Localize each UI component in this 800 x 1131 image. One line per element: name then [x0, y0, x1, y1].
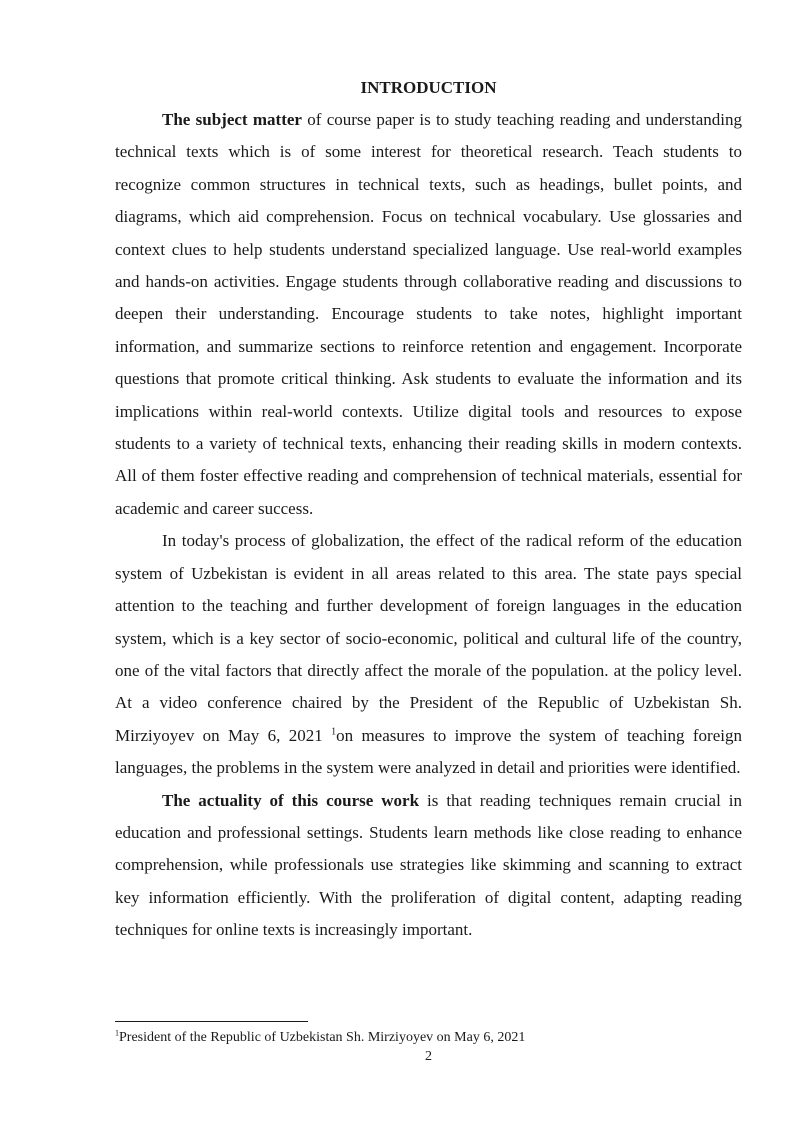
globalization-text-before: In today's process of globalization, the effect of the radical reform of the education system of Uzbekistan is evident in all areas related to this area. The state pays special attention to the teaching and further development of foreign languages in the education system, which is a key sector of socio-economic, political and cultural life of the country, one of the vital factors that directly affect the morale of the population. at the policy level. At a video conference chaired by the President of the Republic of Uzbekistan Sh. Mirziyoyev on May 6, 2021 [115, 531, 742, 745]
paragraph-actuality [115, 785, 742, 947]
document-page [115, 74, 742, 947]
globalization-text-after: on measures to improve the system of teaching foreign languages, the problems in the system were analyzed in detail and priorities were identified. [115, 725, 742, 778]
page-heading: INTRODUCTION [360, 78, 497, 97]
paragraph-globalization [115, 525, 742, 784]
footnote-mark: 1 [115, 1028, 119, 1038]
actuality-text: is that reading techniques remain crucial in education and professional settings. Students learn methods like close reading to enhance comprehension, while professionals use strategies like skimming and scanning to extract key information efficiently. With the proliferation of digital content, adapting reading techniques for online texts is increasingly important. [115, 790, 742, 940]
page-number: 2 [425, 1049, 432, 1064]
paragraph-subject-matter [115, 104, 742, 525]
footnote-text: President of the Republic of Uzbekistan Sh. Mirziyoyev on May 6, 2021 [119, 1030, 526, 1045]
footnote [115, 1029, 742, 1047]
subject-matter-text: of course paper is to study teaching reading and understanding technical texts which is of some interest for theoretical research. Teach students to recognize common structures in technical texts, such as headings, bullet points, and diagrams, which aid comprehension. Focus on technical vocabulary. Use glossaries and context clues to help students understand specialized language. Use real-world examples and hands-on activities. Engage students through collaborative reading and discussions to deepen their understanding. Encourage students to take notes, highlight important information, and summarize sections to reinforce retention and engagement. Incorporate questions that promote critical thinking. Ask students to evaluate the information and its implications within real-world contexts. Utilize digital tools and resources to expose students to a variety of technical texts, enhancing their reading skills in modern contexts. All of them foster effective reading and comprehension of technical materials, essential for academic and career success. [115, 110, 742, 518]
subject-matter-lead: The subject matter [162, 110, 302, 129]
footnote-divider [115, 1021, 308, 1022]
actuality-lead: The actuality of this course work [162, 790, 420, 810]
footnote-reference[interactable]: 1 [331, 726, 337, 738]
